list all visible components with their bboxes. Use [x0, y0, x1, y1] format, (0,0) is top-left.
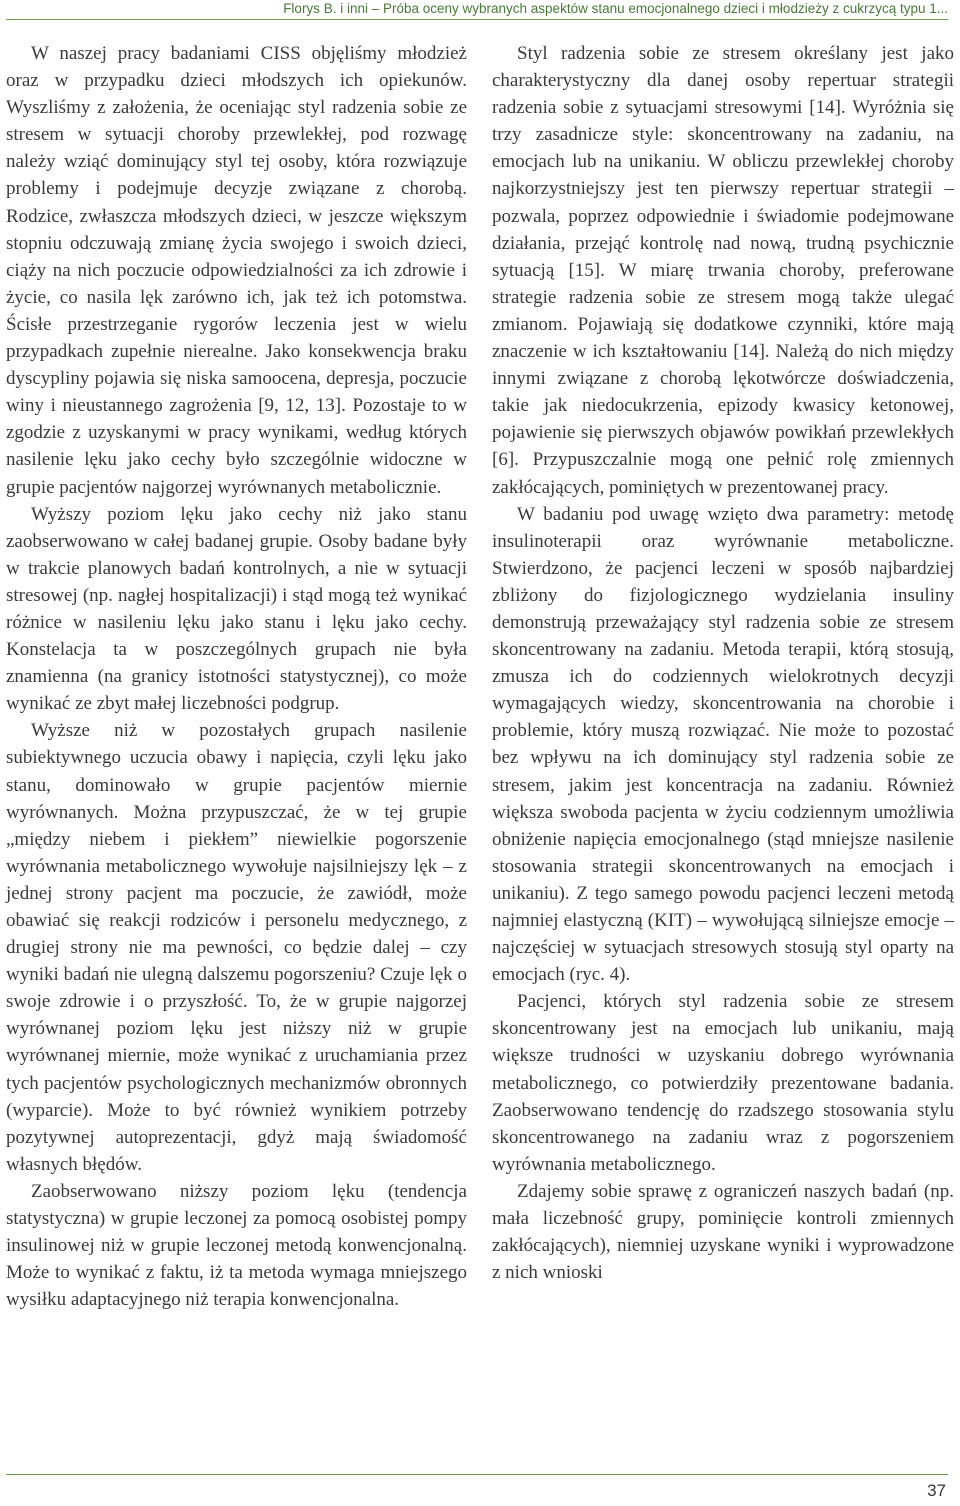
right-column	[492, 40, 954, 1286]
paragraph: Zdajemy sobie sprawę z ograniczeń naszych badań (np. mała liczebność grupy, pominięcie kontroli zmiennych zakłócających), niemniej uzyskane wyniki i wyprowadzone z nich wnioski	[492, 1180, 954, 1284]
page-number: 37	[927, 1481, 946, 1500]
left-column	[6, 40, 467, 1313]
paragraph: Wyższy poziom lęku jako cechy niż jako stanu zaobserwowano w całej badanej grupie. Osoby badane były w trakcie planowych badań kontrolnych, a nie w sytuacji stresowej (np. nagłej hospitalizacji) i stąd mogą też wynikać różnice w nasileniu lęku jako stanu i lęku jako cechy. Konstelacja ta w poszczególnych grupach nie była znamienna (na granicy istotności statystycznej), co może wynikać ze zbyt małej liczebności podgrup.	[6, 503, 467, 715]
paragraph: Styl radzenia sobie ze stresem określany jest jako charakterystyczny dla danej osoby repertuar strategii radzenia sobie z sytuacjami stresowymi [14]. Wyróżnia się trzy zasadnicze style: skoncentrowany na zadaniu, na emocjach lub na unikaniu. W obliczu przewlekłej choroby najkorzystniejszy jest ten pierwszy repertuar strategii – pozwala, poprzez odpowiednie i świadomie podejmowane działania, przejąć kontrolę nad nową, trudną psychicznie sytuacją [15]. W miarę trwania choroby, preferowane strategie radzenia sobie ze stresem mogą także ulegać zmianom. Pojawiają się dodatkowe czynniki, które mają znaczenie w ich kształtowaniu [14]. Należą do nich między innymi związane z chorobą lękotwórcze doświadczenia, takie jak niedocukrzenia, epizody kwasicy ketonowej, pojawienie się pierwszych objawów powikłań przewlekłych [6]. Przypuszczalnie mogą one pełnić rolę zmiennych zakłócających, pominiętych w prezentowanej pracy.	[492, 43, 954, 498]
paragraph: Zaobserwowano niższy poziom lęku (tendencja statystyczna) w grupie leczonej za pomocą osobistej pompy insulinowej niż w grupie leczonej metodą konwencjonalną. Może to wynikać z faktu, iż ta metoda wymaga mniejszego wysiłku adaptacyjnego niż terapia konwencjonalna.	[6, 1180, 467, 1311]
paragraph: Pacjenci, których styl radzenia sobie ze stresem skoncentrowany jest na emocjach lub unikaniu, mają większe trudności w uzyskaniu dobrego wyrównania metabolicznego, co potwierdziły prezentowane badania. Zaobserwowano tendencję do rzadszego stosowania stylu skoncentrowanego na zadaniu wraz z pogorszeniem wyrównania metabolicznego.	[492, 991, 954, 1175]
paragraph: W naszej pracy badaniami CISS objęliśmy młodzież oraz w przypadku dzieci młodszych ich opiekunów. Wyszliśmy z założenia, że oceniając styl radzenia sobie ze stresem w sytuacji choroby przewlekłej, pod rozwagę należy wziąć dominujący styl tej osoby, która rozwiązuje problemy i podejmuje decyzje związane z chorobą. Rodzice, zwłaszcza młodszych dzieci, w jeszcze większym stopniu odczuwają zmianę życia swojego i swoich dzieci, ciąży na nich poczucie odpowiedzialności za ich zdrowie i życie, co nasila lęk zarówno ich, jak też ich potomstwa. Ścisłe przestrzeganie rygorów leczenia jest w wielu przypadkach zupełnie nierealne. Jako konsekwencja braku dyscypliny pojawia się niska samoocena, depresja, poczucie winy i nieustannego zagrożenia [9, 12, 13]. Pozostaje to w zgodzie z uzyskanymi w pracy wynikami, według których nasilenie lęku jako cechy było szczególnie widoczne w grupie pacjentów najgorzej wyrównanych metabolicznie.	[6, 43, 467, 498]
footer-divider	[6, 1474, 948, 1475]
running-header: Florys B. i inni – Próba oceny wybranych aspektów stanu emocjonalnego dzieci i młodzieży z cukrzycą typu 1...	[283, 1, 948, 16]
header-divider	[6, 19, 948, 20]
paragraph: W badaniu pod uwagę wzięto dwa parametry: metodę insulinoterapii oraz wyrównanie metaboliczne. Stwierdzono, że pacjenci leczeni w sposób najbardziej zbliżony do fizjologicznego wydzielania insuliny demonstrują przeważający styl radzenia sobie ze stresem skoncentrowany na zadaniu. Metoda terapii, którą stosują, zmusza ich do codziennych wielokrotnych decyzji wymagających wiedzy, skoncentrowania na chorobie i problemie, który muszą rozwiązać. Nie może to pozostać bez wpływu na ich dominujący styl radzenia sobie ze stresem, jakim jest koncentracja na zadaniu. Również większa swoboda pacjenta w życiu codziennym umożliwia obniżenie napięcia emocjonalnego (stąd mniejsze nasilenie stosowania strategii skoncentrowanych na emocjach i unikaniu). Z tego samego powodu pacjenci leczeni metodą najmniej elastyczną (KIT) – wywołującą silniejsze emocje – najczęściej w sytuacjach stresowych stosują styl oparty na emocjach (ryc. 4).	[492, 503, 954, 986]
paragraph: Wyższe niż w pozostałych grupach nasilenie subiektywnego uczucia obawy i napięcia, czyli lęku jako stanu, dominowało w grupie pacjentów miernie wyrównanych. Można przypuszczać, że w tej grupie „między niebem i piekłem” niewielkie pogorszenie wyrównania metabolicznego wywołuje najsilniejszy lęk – z jednej strony pacjent ma poczucie, że zawiódł, może obawiać się reakcji rodziców i personelu medycznego, z drugiej strony nie ma pewności, co będzie dalej – czy wyniki badań nie ulegną dalszemu pogorszeniu? Czuje lęk o swoje zdrowie i o przyszłość. To, że w grupie najgorzej wyrównanej poziom lęku jest niższy niż w grupie wyrównanej miernie, może wynikać z uruchamiania przez tych pacjentów psychologicznych mechanizmów obronnych (wyparcie). Może to być również wynikiem potrzeby pozytywnej autoprezentacji, gdyż mają świadomość własnych błędów.	[6, 720, 467, 1175]
